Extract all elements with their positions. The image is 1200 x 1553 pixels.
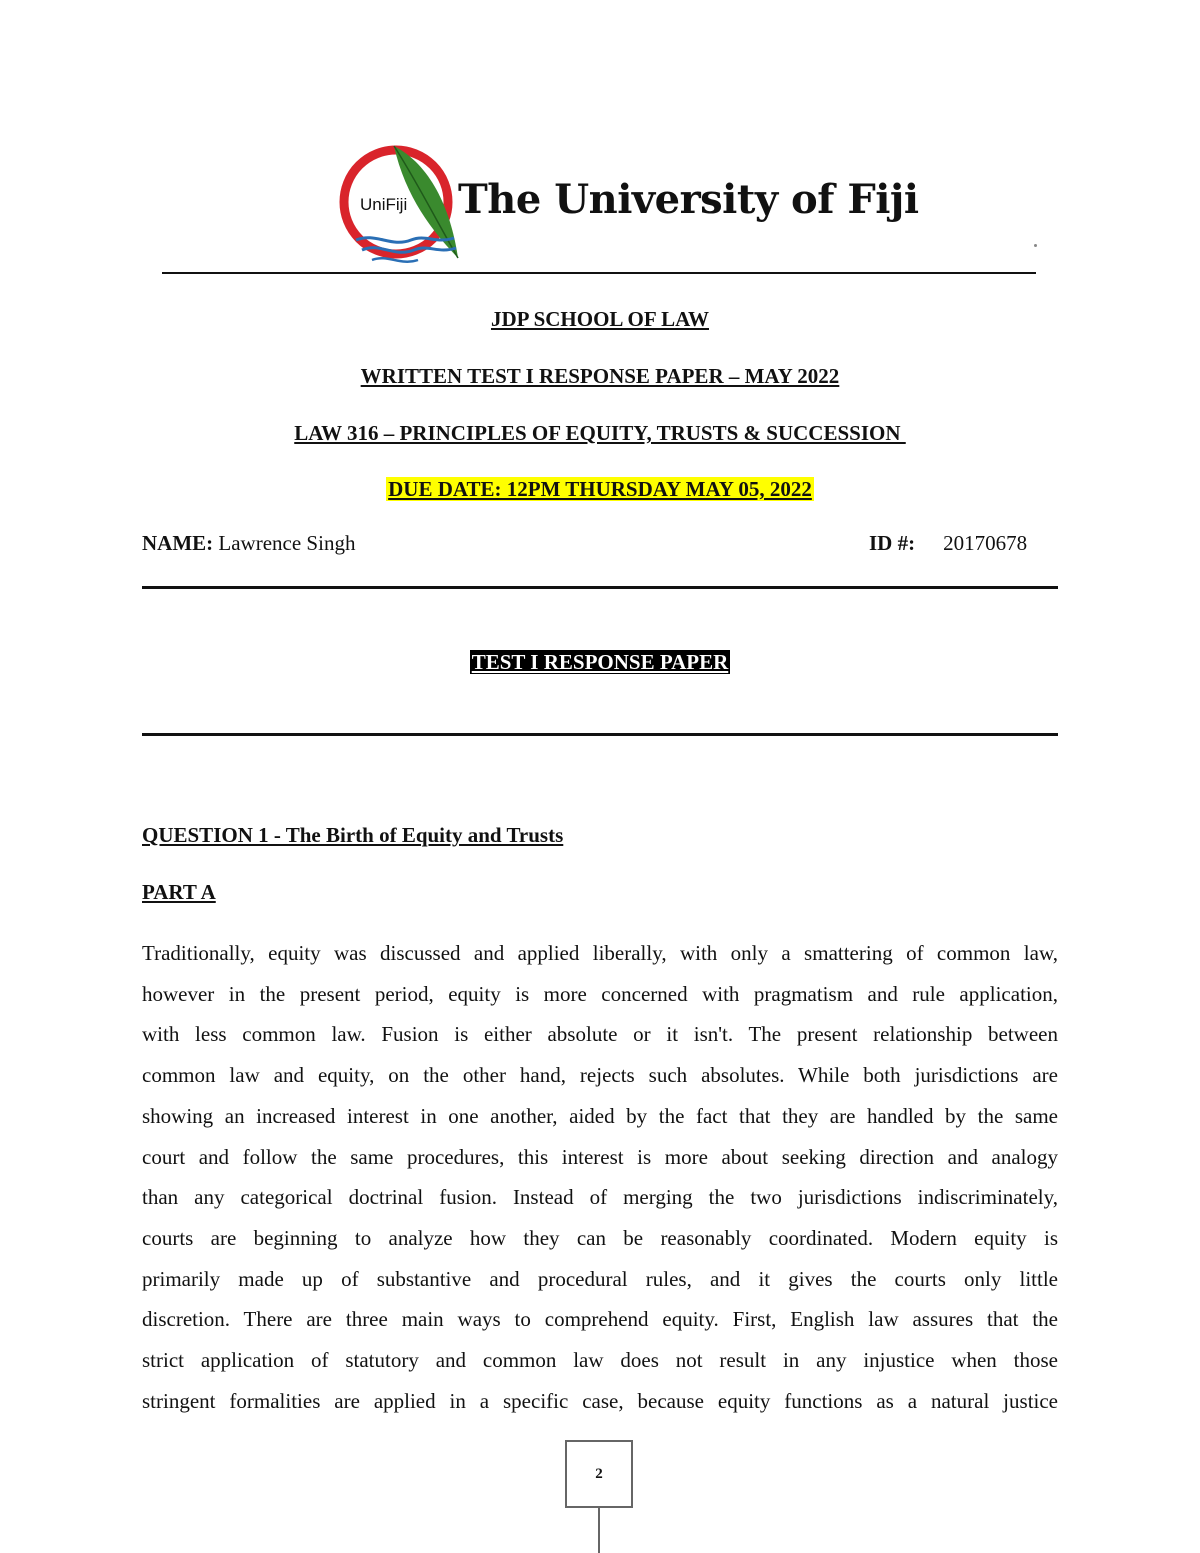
paper-title: WRITTEN TEST I RESPONSE PAPER – MAY 2022 (360, 364, 840, 388)
paragraph-line: discretion. There are three main ways to comprehend equity. First, English law assures that the (142, 1307, 1058, 1332)
paragraph-line: court and follow the same procedures, this interest is more about seeking direction and analogy (142, 1144, 1058, 1169)
page-number: 2 (565, 1440, 633, 1508)
school-title: JDP SCHOOL OF LAW (490, 307, 709, 331)
paragraph-line: than any categorical doctrinal fusion. Instead of merging the two jurisdictions indiscriminately, (142, 1185, 1058, 1210)
university-name: The University of Fiji (458, 176, 919, 223)
banner-text: TEST I RESPONSE PAPER (471, 650, 729, 674)
course-title (0, 421, 1200, 446)
due-date-line (0, 477, 1200, 502)
name-value: Lawrence Singh (218, 531, 356, 555)
student-name-row (142, 531, 355, 556)
decorative-dot (1034, 244, 1037, 247)
id-label: ID #: (869, 531, 916, 555)
paragraph-line: strict application of statutory and common law does not result in any injustice when those (142, 1348, 1058, 1373)
paragraph-line: primarily made up of substantive and procedural rules, and it gives the courts only little (142, 1266, 1058, 1291)
question-heading: QUESTION 1 - The Birth of Equity and Trusts (142, 823, 564, 847)
response-paper-banner (0, 650, 1200, 675)
student-id-row (869, 531, 1027, 556)
name-label: NAME: (142, 531, 214, 555)
id-value: 20170678 (943, 531, 1028, 555)
due-date: DUE DATE: 12PM THURSDAY MAY 05, 2022 (388, 477, 812, 501)
paragraph-line: Traditionally, equity was discussed and applied liberally, with only a smattering of common law, (142, 941, 1058, 965)
header-divider (162, 272, 1036, 274)
paragraph-line: stringent formalities are applied in a specific case, because equity functions as a natural justice (142, 1388, 1058, 1413)
logo-text: UniFiji (360, 195, 408, 214)
part-heading: PART A (142, 880, 216, 904)
paragraph-line: with less common law. Fusion is either absolute or it isn't. The present relationship between (142, 1022, 1058, 1047)
paragraph-line: common law and equity, on the other hand, rejects such absolutes. While both jurisdictions are (142, 1063, 1058, 1088)
paragraph-line: showing an increased interest in one another, aided by the fact that they are handled by the same (142, 1103, 1058, 1128)
answer-paragraph (142, 933, 1058, 1421)
paragraph-line: courts are beginning to analyze how they can be reasonably coordinated. Modern equity is (142, 1225, 1058, 1250)
section-divider-bottom (142, 733, 1058, 736)
paragraph-line: however in the present period, equity is more concerned with pragmatism and rule application, (142, 981, 1058, 1006)
section-divider-top (142, 586, 1058, 589)
course-title-text: LAW 316 – PRINCIPLES OF EQUITY, TRUSTS & SUCCESSION (294, 421, 906, 445)
page-number-stem (598, 1508, 600, 1553)
